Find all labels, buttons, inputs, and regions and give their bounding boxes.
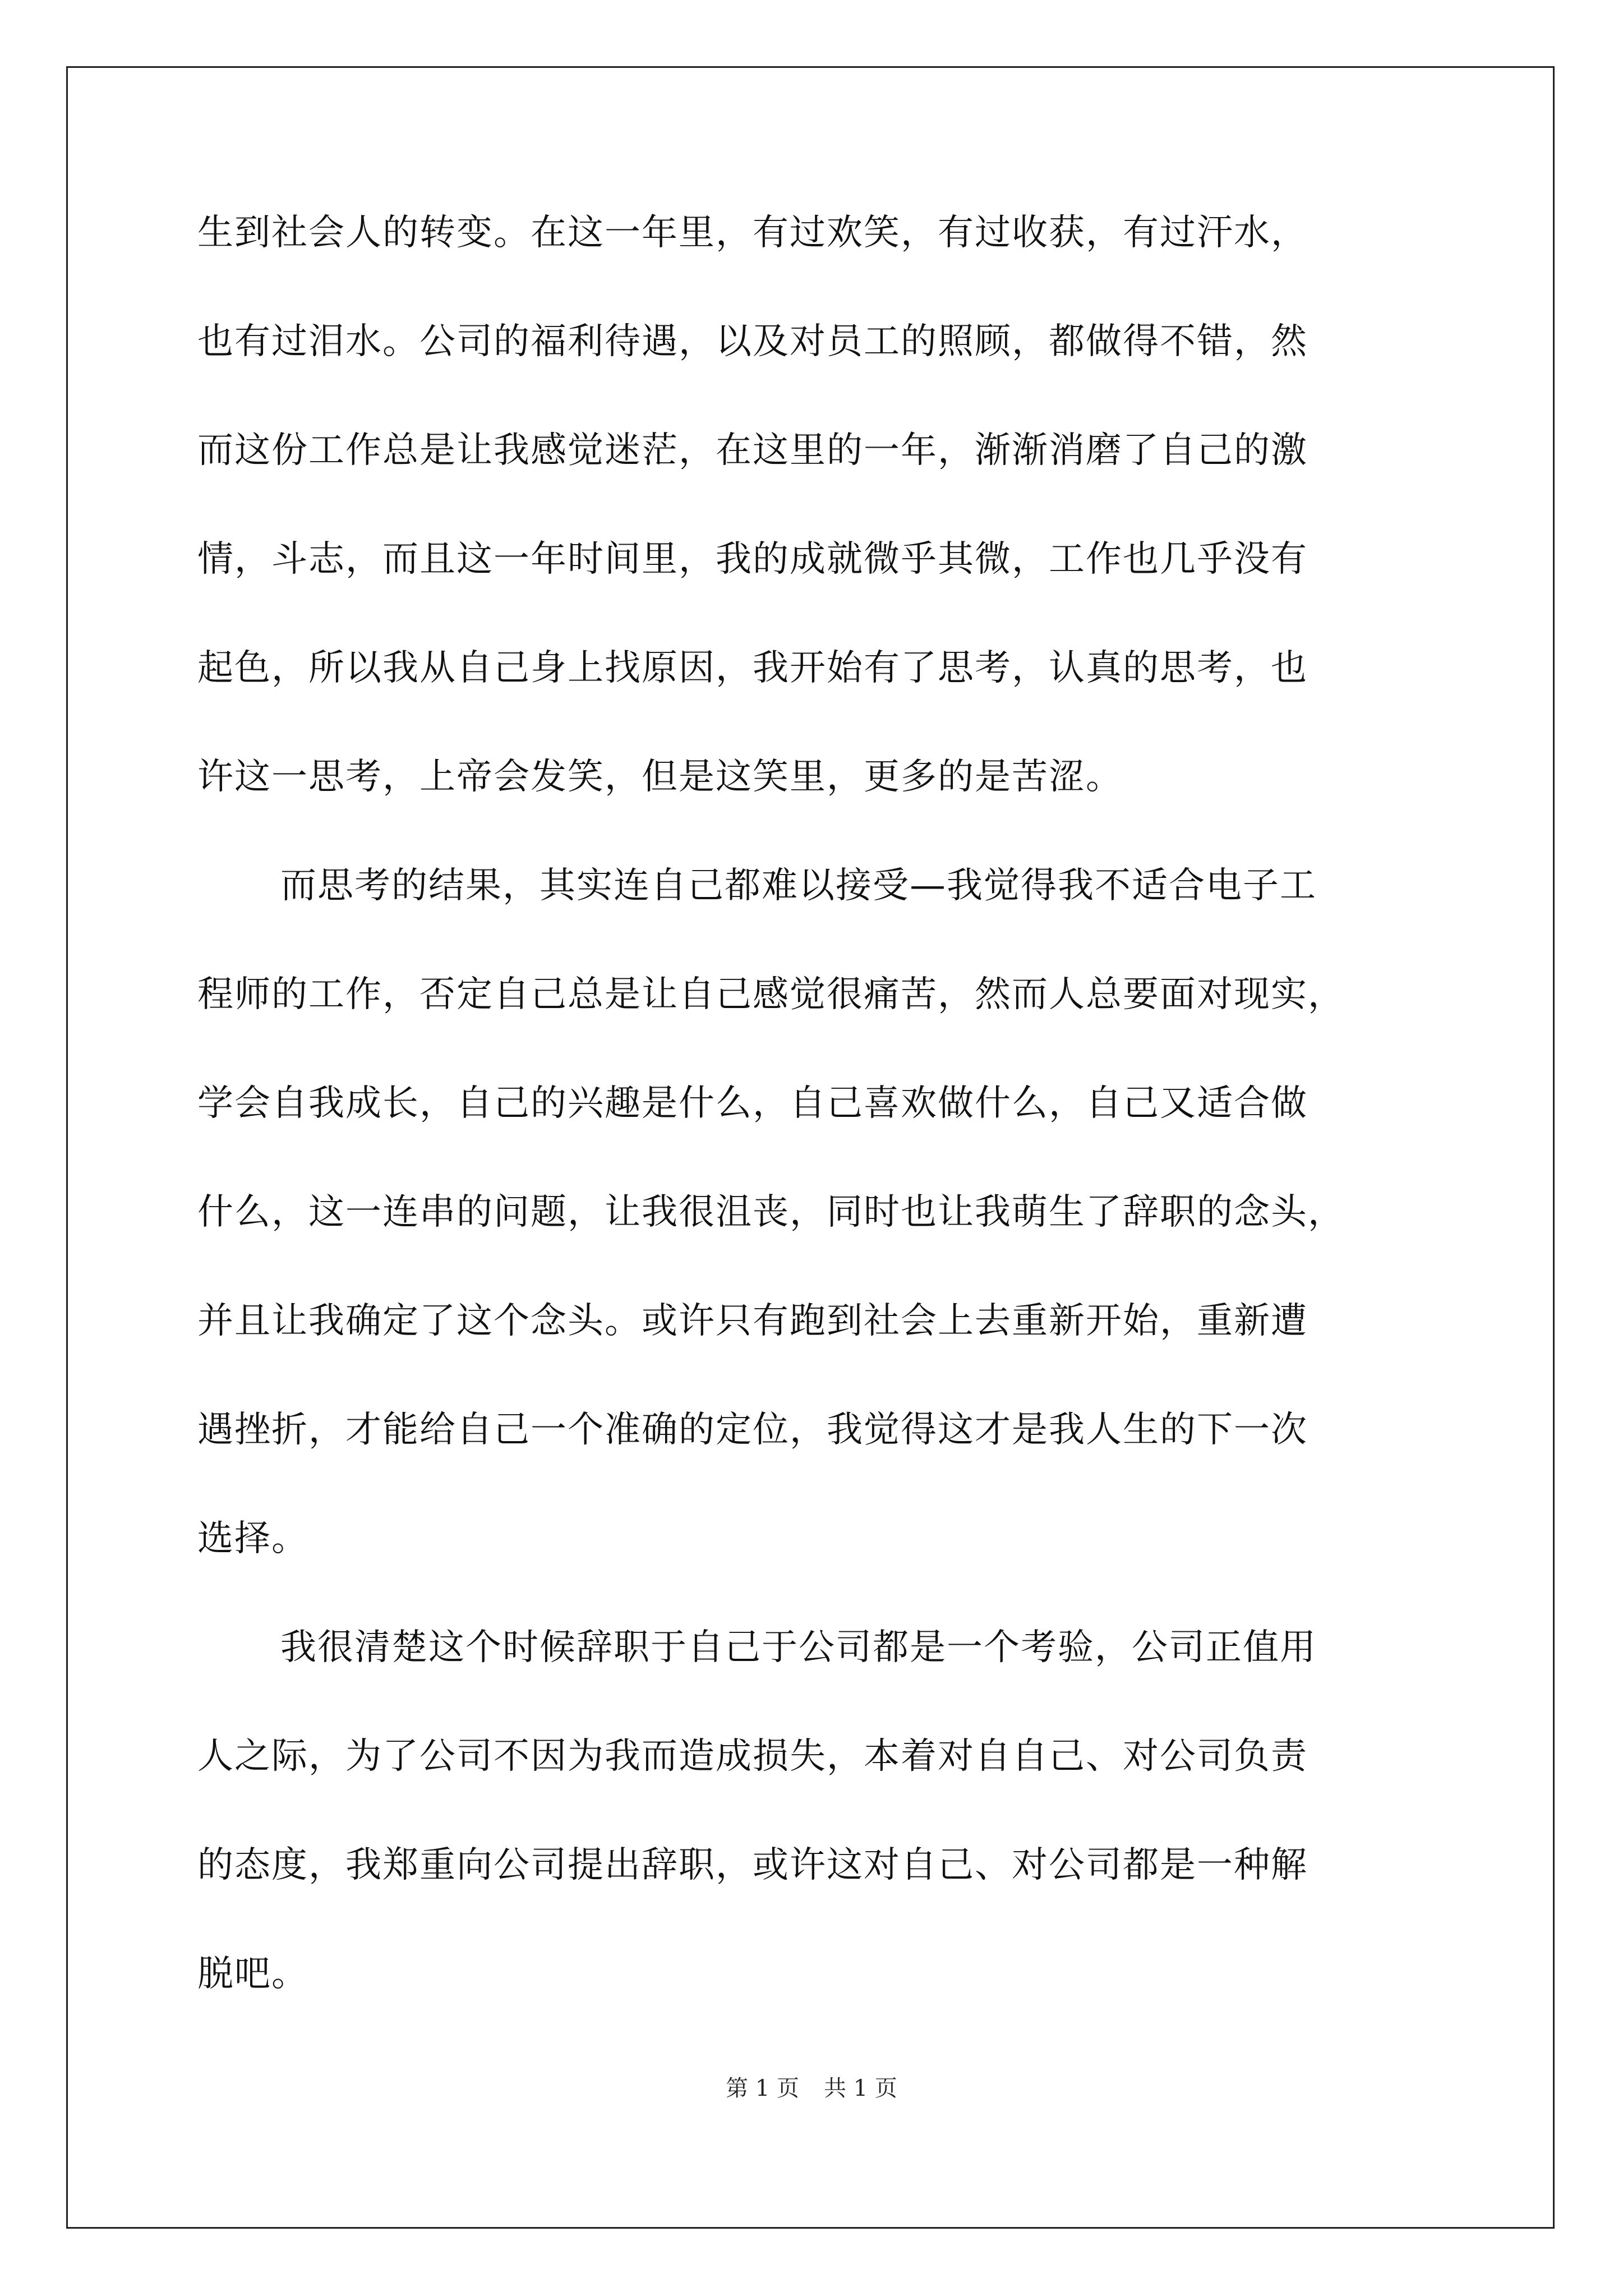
text-line: 遇挫折，才能给自己一个准确的定位，我觉得这才是我人生的下一次	[197, 1409, 1308, 1451]
text-line: 起色，所以我从自己身上找原因，我开始有了思考，认真的思考，也	[197, 647, 1308, 689]
text-line: 程师的工作，否定自己总是让自己感觉很痛苦，然而人总要面对现实，	[197, 974, 1345, 1015]
text-line: 学会自我成长，自己的兴趣是什么，自己喜欢做什么，自己又适合做	[197, 1083, 1308, 1124]
text-line: 而这份工作总是让我感觉迷茫，在这里的一年，渐渐消磨了自己的激	[197, 430, 1308, 471]
page-number-current: 第 1 页	[726, 2076, 799, 2101]
text-line: 选择。	[197, 1518, 308, 1559]
text-line: 什么，这一连串的问题，让我很沮丧，同时也让我萌生了辞职的念头，	[197, 1191, 1345, 1233]
text-line: 的态度，我郑重向公司提出辞职，或许这对自己、对公司都是一种解	[197, 1844, 1308, 1886]
text-line: 也有过泪水。公司的福利待遇，以及对员工的照顾，都做得不错，然	[197, 321, 1308, 362]
page-footer	[0, 2074, 1623, 2102]
text-line: 人之际，为了公司不因为我而造成损失，本着对自自己、对公司负责	[197, 1736, 1308, 1777]
text-line: 脱吧。	[197, 1953, 308, 1995]
text-line: 生到社会人的转变。在这一年里，有过欢笑，有过收获，有过汗水，	[197, 212, 1308, 254]
text-line: 情，斗志，而且这一年时间里，我的成就微乎其微，工作也几乎没有	[197, 539, 1308, 580]
text-line: 许这一思考，上帝会发笑，但是这笑里，更多的是苦涩。	[197, 756, 1123, 798]
page-border	[66, 66, 1555, 2229]
paragraph-first-line: 我很清楚这个时候辞职于自己于公司都是一个考验，公司正值用	[280, 1627, 1317, 1668]
paragraph-first-line: 而思考的结果，其实连自己都难以接受—我觉得我不适合电子工	[280, 865, 1317, 907]
text-line: 并且让我确定了这个念头。或许只有跑到社会上去重新开始，重新遭	[197, 1300, 1308, 1342]
page-number-total: 共 1 页	[824, 2076, 897, 2101]
